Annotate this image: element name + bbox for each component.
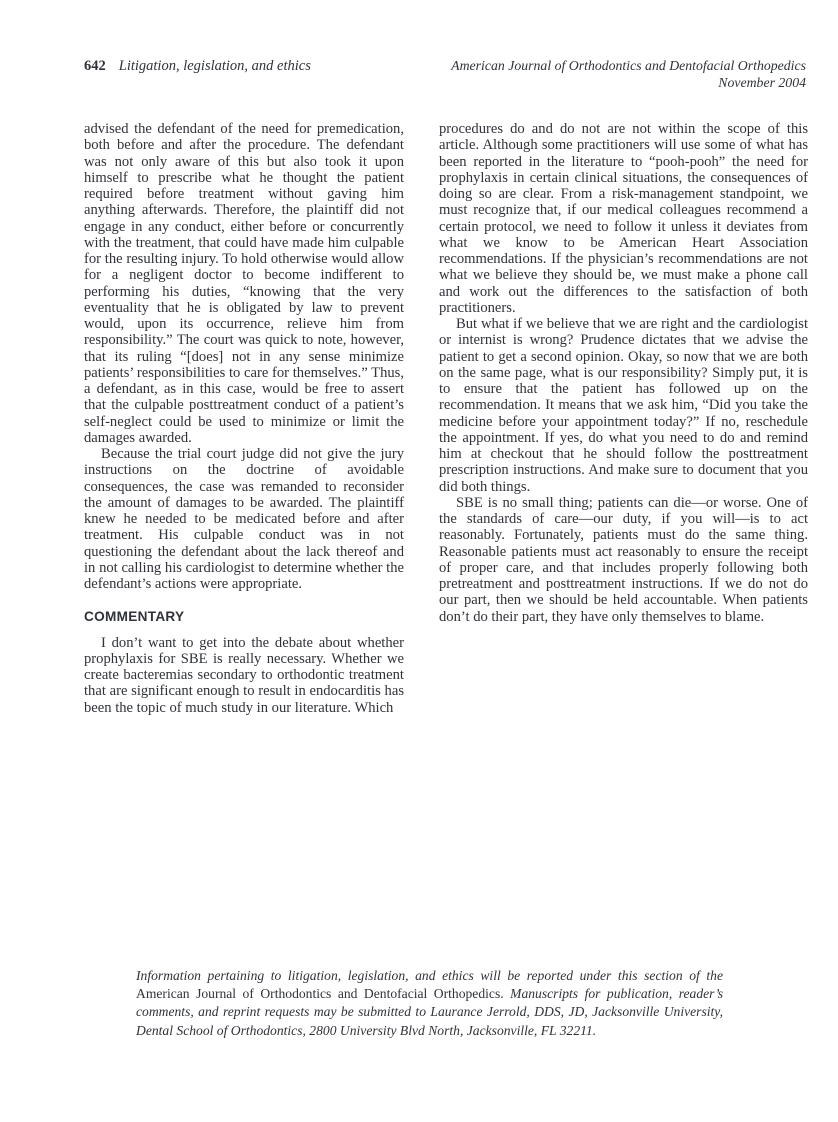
issue-date: November 2004 xyxy=(718,74,806,90)
footnote-journal-name: American Journal of Orthodontics and Dentofacial Orthopedics. xyxy=(136,986,511,1002)
paragraph: advised the defendant of the need for premedication, both before and after the procedure. The defendant was not only aware of this but also took it upon himself to prescribe what he thought the patient required before treatment without gaving him anything afterwards. Therefore, the plaintiff did not engage in any conduct, either before or concurrently with the treatment, that could have made him culpable for the resulting injury. To hold otherwise would allow for a negligent doctor to become indifferent to performing his duties, “knowing that the very eventuality that he is obligated by law to prevent would, upon its occurrence, relieve him from responsibility.” The court was quick to note, however, that its ruling “[does] not in any sense minimize patients’ responsibilities to care for themselves.” Thus, a defendant, as in this case, would be free to assert that the culpable posttreatment conduct of a patient’s self-neglect could be used to minimize or limit the damages awarded. xyxy=(84,121,404,446)
paragraph: Because the trial court judge did not give the jury instructions on the doctrine of avoidable consequences, the case was remanded to reconsider the amount of damages to be awarded. The plaintiff knew he needed to be medicated before and after treatment. His culpable conduct was in not questioning the defendant about the lack thereof and in not calling his cardiologist to determine whether the defendant’s actions were appropriate. xyxy=(84,446,404,592)
right-column xyxy=(439,121,808,716)
section-title: Litigation, legislation, and ethics xyxy=(118,58,311,74)
body-columns xyxy=(84,121,808,716)
paragraph: procedures do and do not are not within the scope of this article. Although some practitioners will use some of what has been reported in the literature to “pooh-pooh” the need for prophylaxis in certain clinical situations, the consequences of doing so are clear. From a risk-management standpoint, we must recognize that, if our medical colleagues recommend a certain protocol, we need to follow it unless it deviates from what we know to be American Heart Association recommendations. If the physician’s recommendations are not what we believe they should be, we must make a phone call and work out the differences to the satisfaction of both practitioners. xyxy=(439,121,808,316)
footnote-italic-lead: Information pertaining to litigation, legislation, and ethics will be reported under this section of the xyxy=(136,968,723,983)
footnote-italic-rest: Manuscripts for publication, reader’s comments, and reprint requests may be submitted to Laurance Jerrold, DDS, JD, Jacksonville University, Dental School of Orthodontics, 2800 University Blvd North, Jacksonville, FL 32211. xyxy=(136,986,724,1038)
page-number: 642 xyxy=(84,58,106,74)
running-head-left xyxy=(84,58,311,75)
running-head-right xyxy=(451,58,806,91)
section-footnote xyxy=(136,967,723,1040)
paragraph: But what if we believe that we are right and the cardiologist or internist is wrong? Prudence dictates that we advise the patient to get a second opinion. Okay, so now that we are both on the same page, what is our responsibility? Simply put, it is to ensure that the patient has followed up on the recommendation. It means that we ask him, “Did you take the medicine before your appointment today?” If no, reschedule the appointment. If yes, do what you need to do and remind him at checkout that he should follow the posttreatment prescription instructions. And make sure to document that you did both things. xyxy=(439,316,808,495)
paragraph: SBE is no small thing; patients can die—or worse. One of the standards of care—our duty, if you will—is to act reasonably. Fortunately, patients must do the same thing. Reasonable patients must act reasonably to ensure the receipt of proper care, and that includes properly following both pretreatment and posttreatment instructions. If we do not do our part, then we should be held accountable. When patients don’t do their part, they have only themselves to blame. xyxy=(439,494,808,625)
paragraph: I don’t want to get into the debate about whether prophylaxis for SBE is really necessary. Whether we create bacteremias secondary to orthodontic treatment that are significant enough to result in endocarditis has been the topic of much study in our literature. Which xyxy=(84,634,404,716)
left-column xyxy=(84,121,404,716)
journal-name: American Journal of Orthodontics and Dentofacial Orthopedics xyxy=(451,58,806,73)
running-head xyxy=(84,58,806,91)
commentary-heading: COMMENTARY xyxy=(84,609,185,625)
